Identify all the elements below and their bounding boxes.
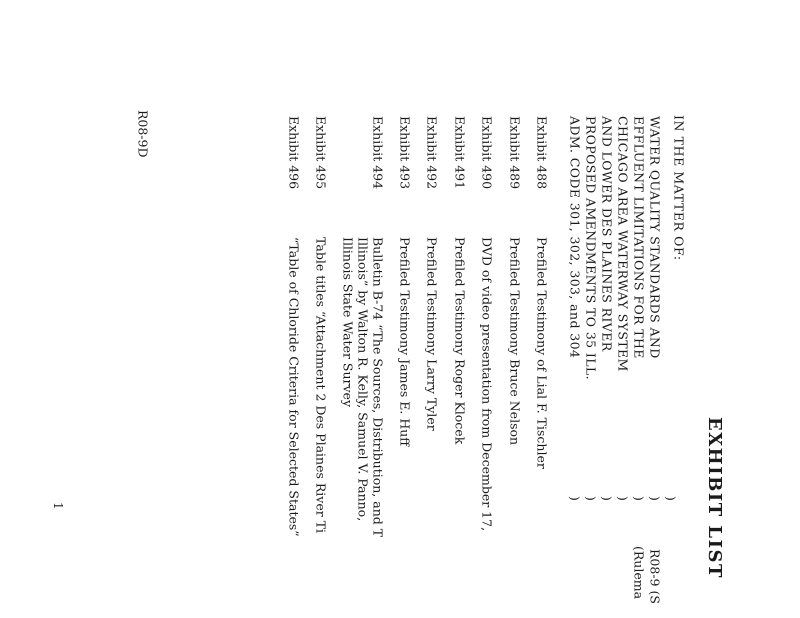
docket-number: R08-9D	[135, 110, 151, 158]
page-number: 1	[51, 502, 65, 510]
exhibit-label: Exhibit 496	[286, 116, 302, 190]
exhibit-description: “Table of Chloride Criteria for Selected States”	[286, 237, 302, 537]
exhibit-label: Exhibit 493	[397, 116, 413, 190]
caption-paren: )	[599, 496, 615, 501]
exhibit-label: Exhibit 488	[534, 116, 550, 190]
exhibit-description: Prefiled Testimony James E. Huff	[397, 237, 413, 447]
exhibit-label: Exhibit 492	[424, 116, 440, 190]
caption-paren: )	[631, 496, 647, 501]
exhibit-label: Exhibit 491	[452, 116, 468, 190]
caption-line: CHICAGO AREA WATERWAY SYSTEM	[615, 116, 631, 372]
caption-paren: )	[647, 496, 663, 501]
exhibit-description: Prefiled Testimony Roger Klocek	[452, 237, 468, 445]
caption-line: EFFLUENT LIMITATIONS FOR THE	[631, 116, 647, 359]
exhibit-label: Exhibit 490	[479, 116, 495, 190]
caption-line: ADM. CODE 301, 302, 303, and 304	[567, 116, 583, 359]
exhibit-description: DVD of video presentation from December 17,	[479, 237, 495, 532]
caption-paren: )	[663, 496, 679, 501]
case-number: R08-9 (S	[647, 549, 663, 604]
exhibit-description: Prefiled Testimony Larry Tyler	[424, 237, 440, 431]
caption-paren: )	[583, 496, 599, 501]
page-title: EXHIBIT LIST	[704, 417, 725, 579]
case-type: (Rulema	[631, 546, 647, 600]
exhibit-description: Bulletin B-74 “The Sources, Distribution, and T	[370, 237, 386, 538]
exhibit-label: Exhibit 489	[507, 116, 523, 190]
caption-paren: )	[615, 496, 631, 501]
exhibit-description: Prefiled Testimony of Lial F. Tischler	[534, 237, 550, 469]
exhibit-label: Exhibit 495	[313, 116, 329, 190]
caption-line: AND LOWER DES PLAINES RIVER	[599, 116, 615, 352]
exhibit-description: Table titles “Attachment 2 Des Plaines River Ti	[313, 237, 329, 534]
caption-paren: )	[567, 496, 583, 501]
caption-line: WATER QUALITY STANDARDS AND	[647, 116, 663, 359]
in-the-matter-heading: IN THE MATTER OF:	[671, 115, 687, 261]
exhibit-description: Prefiled Testimony Bruce Nelson	[507, 237, 523, 446]
exhibit-description: Illinois” by Walton R. Kelly, Samuel V. Panno,	[355, 237, 371, 522]
caption-line: PROPOSED AMENDMENTS TO 35 ILL.	[583, 116, 599, 381]
exhibit-label: Exhibit 494	[370, 116, 386, 190]
exhibit-description: Illinois State Water Survey	[340, 237, 356, 408]
